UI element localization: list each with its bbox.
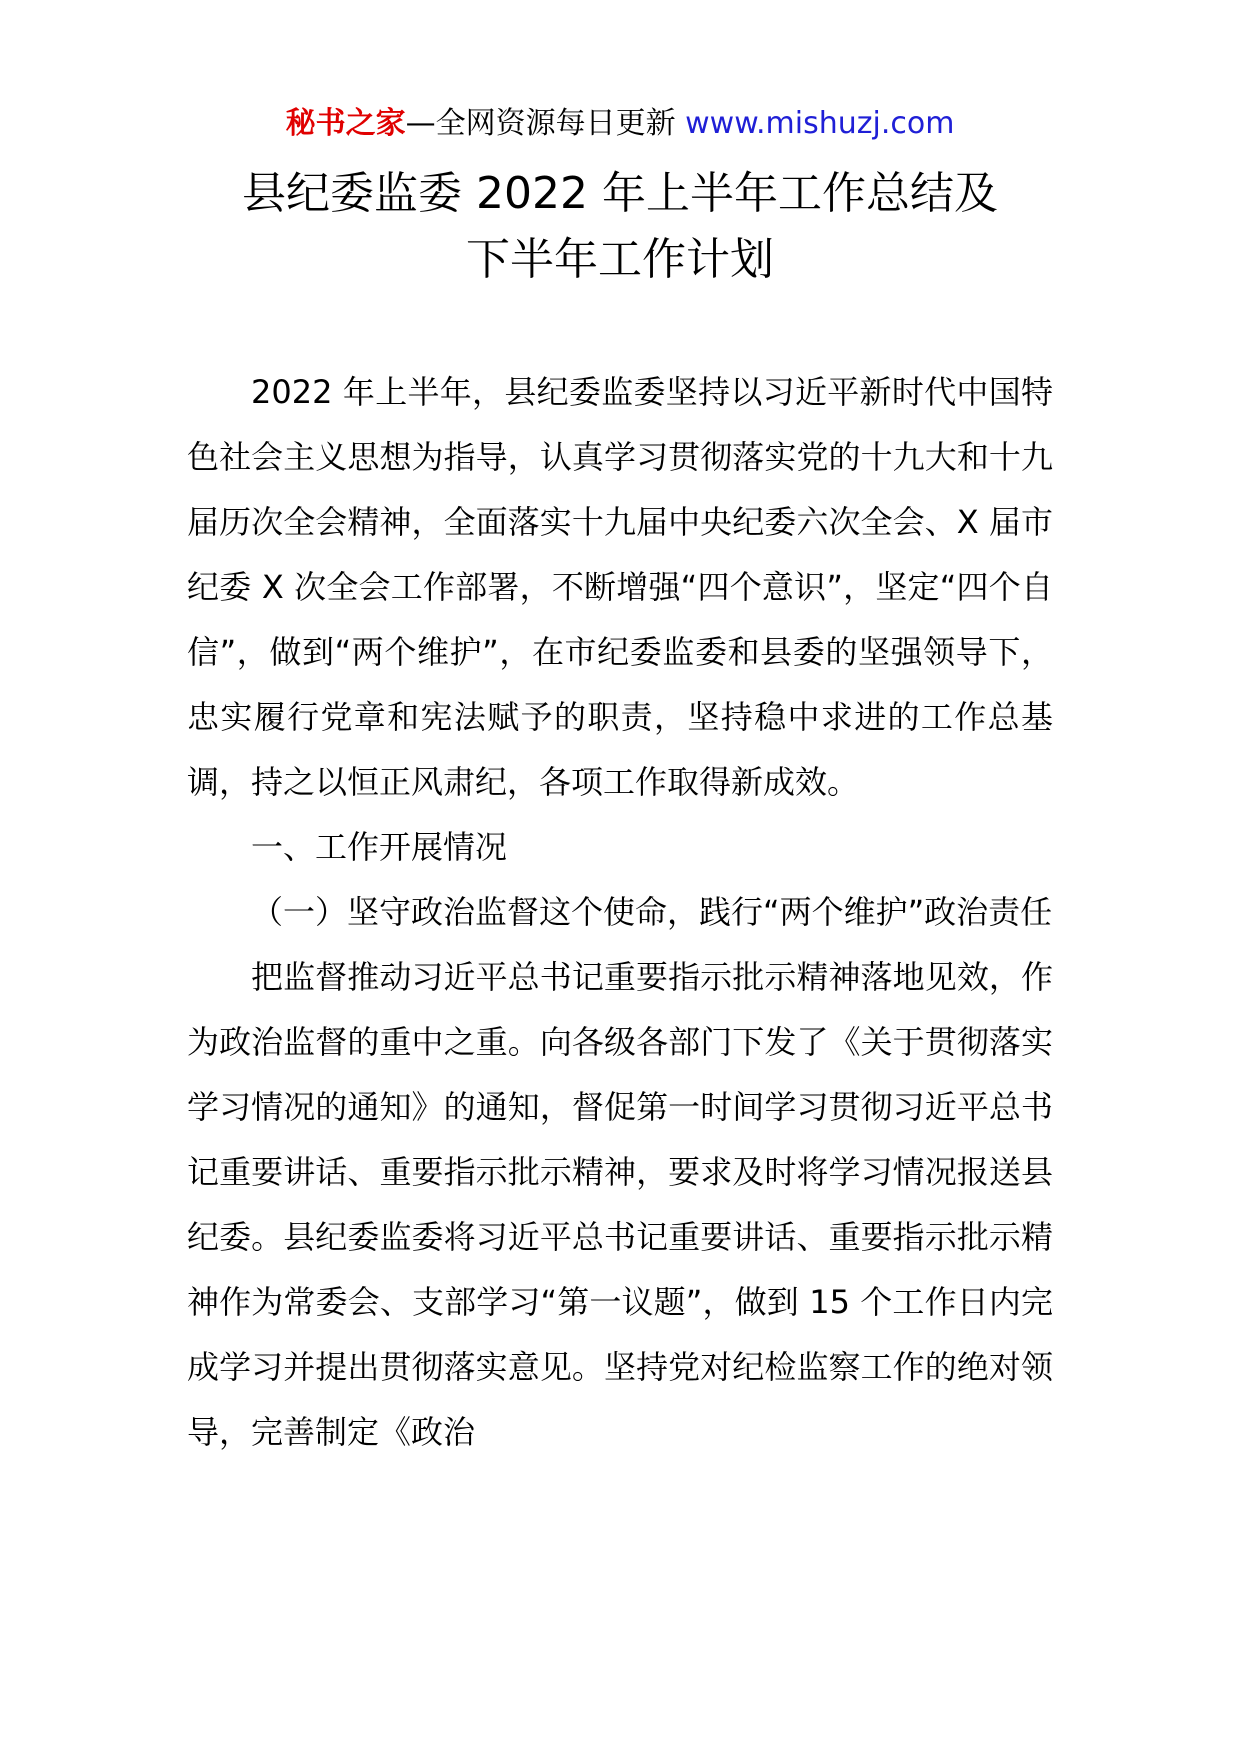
site-header — [0, 100, 1240, 148]
document-body — [187, 360, 1053, 1465]
document-title-line-1: 县纪委监委 2022 年上半年工作总结及 — [242, 168, 998, 219]
site-slogan: —全网资源每日更新 — [405, 106, 676, 141]
section-heading-1: 一、工作开展情况 — [251, 828, 508, 866]
intro-paragraph: 2022 年上半年，县纪委监委坚持以习近平新时代中国特色社会主义思想为指导，认真学习贯彻落实党的十九大和十九届历次全会精神，全面落实十九届中央纪委六次全会、X 届市纪委 X 次全会工作部署，不断增强“四个意识”，坚定“四个自信”，做到“两个维护”，在市纪委监委和县委的坚强领导下，忠实履行党章和宪法赋予的职责，坚持稳中求进的工作总基调，持之以恒正风肃纪，各项工作取得新成效。 — [187, 373, 1053, 801]
site-url-link[interactable]: www.mishuzj.com — [685, 106, 955, 141]
site-brand: 秘书之家 — [285, 106, 406, 141]
body-paragraph: 把监督推动习近平总书记重要指示批示精神落地见效，作为政治监督的重中之重。向各级各部门下发了《关于贯彻落实学习情况的通知》的通知，督促第一时间学习贯彻习近平总书记重要讲话、重要指示批示精神，要求及时将学习情况报送县纪委。县纪委监委将习近平总书记重要讲话、重要指示批示精神作为常委会、支部学习“第一议题”，做到 15 个工作日内完成学习并提出贯彻落实意见。坚持党对纪检监察工作的绝对领导，完善制定《政治 — [187, 958, 1053, 1451]
document-title-line-2: 下半年工作计划 — [466, 234, 774, 285]
subsection-heading-1: （一）坚守政治监督这个使命，践行“两个维护”政治责任 — [251, 893, 1053, 931]
